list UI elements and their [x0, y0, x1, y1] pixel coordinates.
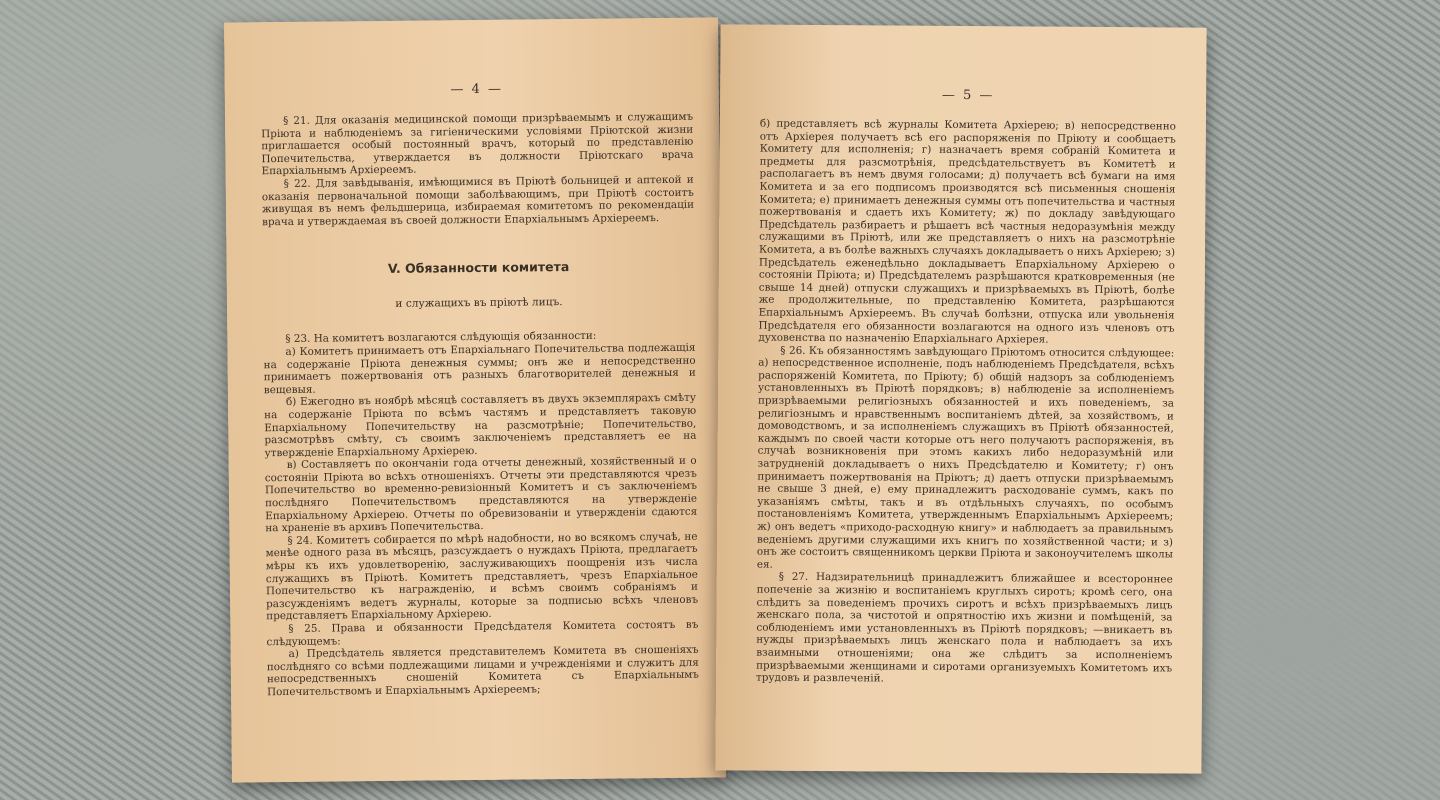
page-number: — 4 — — [450, 81, 504, 98]
paragraph: § 24. Комитетъ собирается по мѣрѣ надобности, но во всякомъ случаѣ, не менѣе одного раза въ мѣсяцъ, разсуждаетъ о нуждахъ Пріюта, предлагаетъ мѣры къ ихъ удовлетворенію, заслуживающихъ поощренія изъ числа служащихъ въ Пріютѣ. Комитетъ представляетъ, чрезъ Епархіальное Попечительство къ награжденію, и всѣмъ своимъ собраніямъ и разсужденіямъ ведетъ журналы, которые за подписью всѣхъ членовъ представляетъ Епархіальному Архіерею. — [265, 530, 699, 623]
paragraph: § 27. Надзирательницѣ принадлежитъ ближайшее и всестороннее попеченіе за жизнію и воспитаніемъ круглыхъ сиротъ; кромѣ сего, она слѣдитъ за поведеніемъ прочихъ сиротъ и всѣхъ призрѣваемыхъ лицъ женскаго пола, за чистотой и опрятностію ихъ жизни и помѣщеній, за соблюденіемъ ими установленныхъ въ Пріютѣ порядковъ; —вникаетъ въ нужды призрѣваемыхъ лицъ женскаго пола и наблюдаетъ за ихъ взаимными отношеніями; она же слѣдитъ за исполненіемъ призрѣваемыми женщинами и сиротами организуемыхъ Комитетомъ ихъ трудовъ и развлеченій. — [756, 571, 1173, 685]
paragraph: § 26. Къ обязанностямъ завѣдующаго Пріютомъ относится слѣдующее: а) непосредственное исполненіе, подъ наблюденіемъ Предсѣдателя, всѣхъ распоряженій Комитета, по Пріюту; б) общій надзоръ за соблюденіемъ установленныхъ въ Пріютѣ порядковъ; в) наблюденіе за исполненіемъ призрѣваемыми религіозныхъ обязанностей и ихъ поведеніемъ, за религіознымъ и нравственнымъ воспитаніемъ дѣтей, за хозяйствомъ, и домоводствомъ, и за исполненіемъ служащихъ въ Пріютѣ обязанностей, каждымъ по своей части которые отъ него получаютъ распоряженія, въ случаѣ возникновенія при этомъ какихъ либо недоразумѣній или затрудненій докладываетъ о нихъ Предсѣдателю и Комитету; г) онъ принимаетъ пожертвованія на Пріютъ; д) даетъ отпуски призрѣваемымъ не свыше 3 дней, е) ему принадлежитъ расходованіе суммъ, какъ по указаніямъ смѣты, такъ и въ отдѣльныхъ случаяхъ, по особымъ постановленіямъ Комитета, утвержденнымъ Епархіальнымъ Архіереемъ; ж) онъ ведетъ «приходо-расходную книгу» и наблюдаетъ за правильнымъ веденіемъ другими служащими ихъ книгъ по хозяйственной части; и з) онъ же состоитъ священникомъ церкви Пріюта и законоучителемъ школы ея. — [756, 344, 1175, 571]
left-page — [224, 17, 726, 782]
paragraph: а) Предсѣдатель является представителемъ Комитета въ сношеніяхъ послѣдняго со всѣми подлежащими лицами и учрежденіями и служитъ для непосредственныхъ сношеній Комитета съ Епархіальнымъ Попечительствомъ и Епархіальнымъ Архіереемъ; — [266, 643, 699, 699]
paragraph: § 23. На комитетъ возлагаются слѣдующія обязанности: — [285, 330, 597, 346]
left-bottom-text — [263, 329, 699, 699]
right-text — [756, 118, 1176, 688]
section-subheading: и служащихъ въ пріютѣ лицъ. — [395, 296, 563, 311]
paragraph: § 25. Права и обязанности Предсѣдателя Комитета состоятъ въ слѣдующемъ: — [266, 618, 699, 648]
paragraph: б) представляетъ всѣ журналы Комитета Архіерею; в) непосредственно отъ Архіерея получаетъ всѣ его распоряженія по Пріюту и сообщаетъ Комитету для исполненія; г) назначаетъ время собраній Комитета и предметы для разсмотрѣнія, предсѣдательствуетъ въ Комитетѣ и располагаетъ въ немъ двумя голосами; д) получаетъ всѣ бумаги на имя Комитета и за его подписомъ производятся всѣ письменныя сношенія Комитета; е) принимаетъ денежныя суммы отъ попечительства и частныя пожертвованія и сдаетъ ихъ Комитету; ж) по докладу завѣдующаго Предсѣдатель разбираетъ и рѣшаетъ всѣ частныя недоразумѣнія между служащими въ Пріютѣ, или же представляетъ о нихъ на разсмотрѣніе Комитета, а въ болѣе важныхъ случаяхъ докладываетъ о нихъ Архіерею; з) Предсѣдатель еженедѣльно докладываетъ Епархіальному Архіерею о состояніи Пріюта; и) Предсѣдателемъ разрѣшаются кратковременныя (не свыше 14 дней) отпуски служащихъ и призрѣваемыхъ въ Пріютѣ, болѣе же продолжительные, по представленію Комитета, разрѣшаются Епархіальнымъ Архіереемъ. Въ случаѣ болѣзни, отпуска или увольненія Предсѣдателя его обязанности возлагаются на одного изъ членовъ отъ духовенства по назначенію Епархіальнаго Архіерея. — [758, 117, 1176, 346]
paragraph: § 22. Для завѣдыванія, имѣющимися въ Пріютѣ больницей и аптекой и оказанія первоначальной помощи заболѣвающимъ, при Пріютѣ состоитъ живущая въ немъ фельдшерица, избираемая комитетомъ по рекомендаціи врача и утверждаемая въ своей должности Епархіальнымъ Архіереемъ. — [261, 173, 695, 228]
right-page — [715, 24, 1206, 773]
section-heading: V. Обязанности комитета — [387, 259, 570, 277]
left-top-text — [261, 111, 694, 229]
paragraph: а) Комитетъ принимаетъ отъ Епархіальнаго Попечительства подлежащія на содержаніе Пріюта денежныя суммы; онъ же и непосредственно принимаетъ пожертвованія отъ разныхъ благотворителей денежныя и вещевыя. — [263, 341, 696, 396]
paragraph: б) Ежегодно въ ноябрѣ мѣсяцѣ составляетъ въ двухъ экземплярахъ смѣту на содержаніе Пріюта по всѣмъ частямъ и представляетъ таковую Епархіальному Попечительству на разсмотрѣніе; Попечительство, разсмотрѣвъ смѣту, съ своимъ заключеніемъ представляетъ ее на утвержденіе Епархіальному Архіерею. — [264, 391, 697, 459]
paragraph: в) Составляетъ по окончаніи года отчеты денежный, хозяйственный и о состояніи Пріюта во всѣхъ отношеніяхъ. Отчеты эти представляются чрезъ Попечительство во временно-ревизіонный Комитетъ и съ заключеніемъ послѣдняго Попечительствомъ представляются на утвержденіе Епархіальному Архіерею. Отчеты по обревизованіи и утвержденіи сдаются на храненіе въ архивъ Попечительства. — [264, 454, 698, 535]
paragraph: § 21. Для оказанія медицинской помощи призрѣваемымъ и служащимъ Пріюта и наблюденіемъ за гигіеническими условіями Пріютской жизни приглашается особый постоянный врачъ, который по представленію Попечительства, утверждается въ должности Пріютскаго врача Епархіальнымъ Архіереемъ. — [261, 110, 694, 178]
page-number: — 5 — — [941, 87, 995, 104]
